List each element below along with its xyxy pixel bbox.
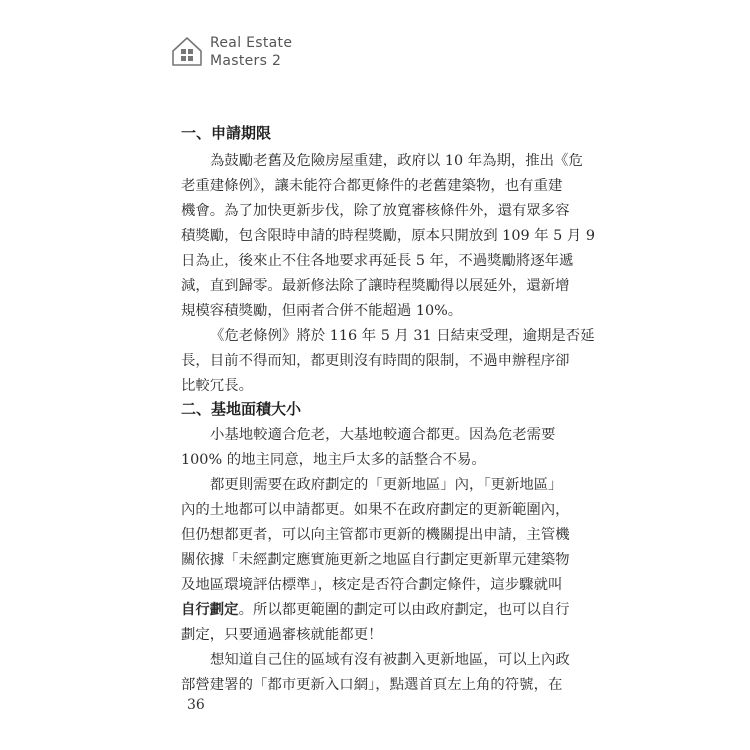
paragraph-line: 關依據「未經劃定應實施更新之地區自行劃定更新單元建築物 [181, 552, 570, 568]
paragraph-line: 劃定，只要通過審核就能都更！ [181, 627, 383, 643]
paragraph-line: 小基地較適合危老，大基地較適合都更。因為危老需要 [210, 427, 556, 443]
paragraph-line: 老重建條例》，讓未能符合都更條件的老舊建築物，也有重建 [181, 178, 563, 194]
brand-name-line1: Real Estate [210, 35, 293, 51]
brand-name-line2: Masters 2 [210, 53, 282, 69]
paragraph-line: 比較冗長。 [181, 378, 253, 394]
paragraph-line: 日為止，後來止不住各地要求再延長 5 年，不過獎勵將逐年遞 [181, 253, 574, 269]
paragraph-line: 100% 的地主同意，地主戶太多的話整合不易。 [181, 452, 486, 468]
paragraph-line: 內的土地都可以申請都更。如果不在政府劃定的更新範圍內， [181, 502, 570, 518]
paragraph-line: 機會。為了加快更新步伐，除了放寬審核條件外，還有眾多容 [181, 203, 570, 219]
paragraph-line: 及地區環境評估標準」，核定是否符合劃定條件，這步驟就叫 [181, 577, 563, 593]
paragraph-line: 減，直到歸零。最新修法除了讓時程獎勵得以展延外，還新增 [181, 278, 570, 294]
paragraph-line: 積獎勵，包含限時申請的時程獎勵，原本只開放到 109 年 5 月 9 [181, 228, 596, 244]
section-heading-site-area: 二、基地面積大小 [181, 400, 302, 418]
section-heading-application-period: 一、申請期限 [181, 124, 272, 142]
paragraph-line [181, 598, 570, 622]
page-number: 36 [187, 697, 205, 713]
paragraph-line: 《危老條例》將於 116 年 5 月 31 日結束受理，逾期是否延 [210, 328, 595, 344]
paragraph-line: 想知道自己住的區域有沒有被劃入更新地區，可以上內政 [210, 652, 570, 668]
paragraph-line: 部營建署的「都市更新入口網」，點選首頁左上角的符號，在 [181, 677, 563, 693]
paragraph-line: 為鼓勵老舊及危險房屋重建，政府以 10 年為期，推出《危 [210, 153, 583, 169]
paragraph-line: 但仍想都更者，可以向主管都市更新的機關提出申請，主管機 [181, 527, 570, 543]
paragraph-line-rest: 。所以都更範圍的劃定可以由政府劃定，也可以自行 [238, 602, 570, 618]
paragraph-line: 都更則需要在政府劃定的「更新地區」內，「更新地區」 [210, 477, 563, 493]
house-icon [170, 34, 204, 70]
paragraph-line: 規模容積獎勵，但兩者合併不能超過 10%。 [181, 303, 463, 319]
paragraph-line: 長，目前不得而知，都更則沒有時間的限制，不過申辦程序卻 [181, 353, 570, 369]
brand-logo [170, 34, 310, 74]
emphasis-term: 自行劃定 [181, 601, 239, 618]
